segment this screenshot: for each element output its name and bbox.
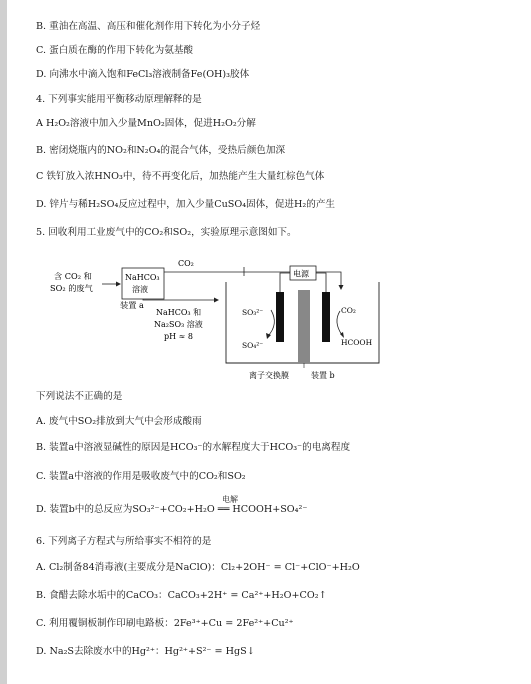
sulfite-ion-label: SO₃²⁻ [242,308,264,317]
device-a-label: 装置 a [120,300,144,310]
text-line-18: C. 利用覆铜板制作印刷电路板：2Fe³⁺+Cu = 2Fe²⁺+Cu²⁺ [36,618,294,629]
ion-exchange-membrane [298,290,310,363]
cathode-electrode [322,292,330,342]
text-line-16: A. Cl₂制备84消毒液(主要成分是NaClO)：Cl₂+2OH⁻ = Cl⁻+ClO⁻+H₂O [36,562,360,573]
solution-transfer-arrowhead [214,298,219,303]
text-line-2: C. 蛋白质在酶的作用下转化为氨基酸 [36,45,194,56]
text-line-17: B. 食醋去除水垢中的CaCO₃：CaCO₃+2H⁺ = Ca²⁺+H₂O+CO₂↑ [36,590,327,601]
text-line-12: B. 装置a中溶液显碱性的原因是HCO₃⁻的水解程度大于HCO₃⁻的电离程度 [36,442,351,453]
co2-pipe-label: CO₂ [178,259,194,268]
electrolysis-condition: 电解 [222,495,238,504]
text-line-7: C 铁钉放入浓HNO₃中，待不再变化后，加热能产生大量红棕色气体 [36,171,325,182]
anode-electrode [276,292,284,342]
wire-left [280,273,290,292]
solution-label-1: NaHCO₃ 和 [156,308,202,317]
text-line-13: C. 装置a中溶液的作用是吸收废气中的CO₂和SO₂ [36,471,246,482]
text-line-4: 4. 下列事实能用平衡移动原理解释的是 [36,94,202,105]
text-line-14: D. 装置b中的总反应为SO₃²⁻+CO₂+H₂O ══ HCOOH+SO₄²⁻ [36,504,308,515]
device-a-solution-2: 溶液 [132,285,148,294]
device-a-solution-1: NaHCO₃ [125,273,160,282]
text-line-19: D. Na₂S去除废水中的Hg²⁺：Hg²⁺+S²⁻ = HgS↓ [36,646,255,657]
co2-pipe-arrowhead [339,285,344,290]
device-b-label: 装置 b [311,371,335,380]
wire-right [316,273,326,292]
apparatus-diagram [36,252,396,387]
text-line-8: D. 锌片与稀H₂SO₄反应过程中，加入少量CuSO₄固体，促进H₂的产生 [36,199,336,210]
text-line-6: B. 密闭烧瓶内的NO₂和N₂O₄的混合气体，受热后颜色加深 [36,145,286,156]
text-line-9: 5. 回收利用工业废气中的CO₂和SO₂，实验原理示意图如下。 [36,227,297,238]
page-edge-shadow [0,0,7,684]
text-line-15: 6. 下列离子方程式与所给事实不相符的是 [36,536,212,547]
hcooh-label: HCOOH [341,338,373,347]
co2-cathode-label: CO₂ [341,306,356,315]
waste-gas-label-1: 含 CO₂ 和 [54,271,92,281]
sulfate-ion-label: SO₄²⁻ [242,341,264,350]
text-line-10: 下列说法不正确的是 [36,391,123,402]
text-line-5: A H₂O₂溶液中加入少量MnO₂固体，促进H₂O₂分解 [36,118,256,129]
gas-inlet-arrowhead [116,282,121,287]
text-line-3: D. 向沸水中滴入饱和FeCl₃溶液制备Fe(OH)₃胶体 [36,69,250,80]
text-line-1: B. 重油在高温、高压和催化剂作用下转化为小分子烃 [36,21,261,32]
sulfite-to-sulfate-arrow [268,310,274,336]
waste-gas-label-2: SO₂ 的废气 [50,283,93,293]
membrane-label: 离子交换膜 [249,371,289,380]
solution-label-2: Na₂SO₃ 溶液 [154,320,203,329]
text-line-11: A. 废气中SO₂排放到大气中会形成酸雨 [36,416,202,427]
power-supply-label: 电源 [293,269,309,279]
solution-label-3: pH ≈ 8 [164,332,193,341]
